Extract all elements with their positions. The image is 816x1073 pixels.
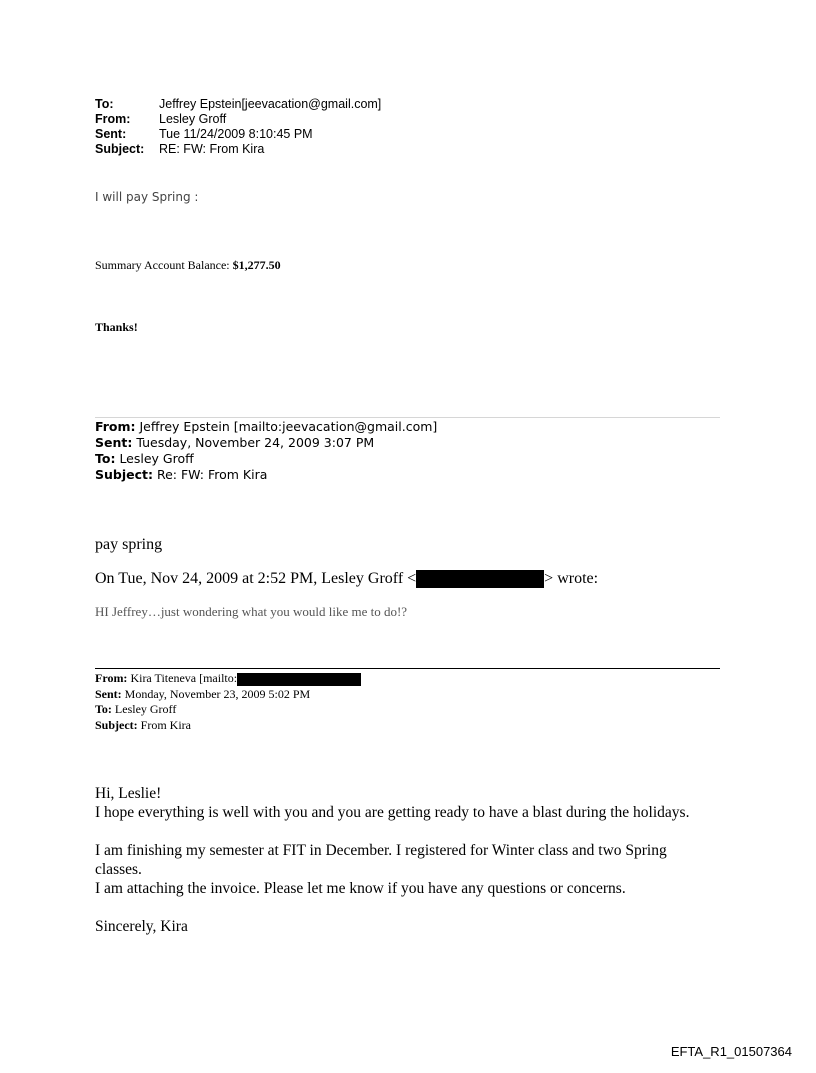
- q1-sent-label: Sent:: [95, 435, 133, 450]
- q2-para1: I hope everything is well with you and you are getting ready to have a blast during the holidays.: [95, 804, 690, 821]
- redaction-bar: [416, 570, 544, 588]
- to-label: To:: [95, 97, 114, 111]
- q1-attribution-end: > wrote:: [544, 570, 599, 587]
- q1-sent-value: Tuesday, November 24, 2009 3:07 PM: [136, 435, 375, 450]
- q2-subject-label: Subject:: [95, 717, 138, 732]
- q1-from-value: Jeffrey Epstein [mailto:jeevacation@gmail.com]: [139, 419, 438, 434]
- q1-subject-label: Subject:: [95, 467, 153, 482]
- q2-sent-value: Monday, November 23, 2009 5:02 PM: [124, 686, 311, 701]
- to-value: Jeffrey Epstein[jeevacation@gmail.com]: [159, 97, 382, 111]
- q1-quoted-line: HI Jeffrey…just wondering what you would like me to do!?: [95, 604, 408, 619]
- balance-line: [95, 258, 281, 273]
- q1-subject-value: Re: FW: From Kira: [156, 467, 268, 482]
- q2-subject-value: From Kira: [140, 717, 191, 732]
- subject-value: RE: FW: From Kira: [159, 142, 265, 156]
- balance-value: $1,277.50: [232, 258, 281, 272]
- q2-from-label: From:: [95, 671, 128, 685]
- email-header: [95, 96, 495, 160]
- q1-from-label: From:: [95, 419, 136, 434]
- q1-to-label: To:: [95, 451, 116, 466]
- balance-label: Summary Account Balance:: [95, 258, 230, 272]
- quoted-header-1: [95, 419, 437, 483]
- from-label: From:: [95, 112, 131, 126]
- q2-sent-label: Sent:: [95, 686, 122, 701]
- sent-value: Tue 11/24/2009 8:10:45 PM: [159, 127, 313, 141]
- separator-line: [95, 668, 720, 669]
- reply-line: I will pay Spring :: [95, 190, 199, 204]
- q2-para2-line2: classes.: [95, 861, 142, 878]
- bates-number: EFTA_R1_01507364: [670, 1044, 792, 1059]
- q1-to-value: Lesley Groff: [119, 451, 194, 466]
- redaction-bar: [237, 673, 361, 686]
- sent-label: Sent:: [95, 127, 127, 141]
- from-value: Lesley Groff: [159, 112, 227, 126]
- q2-para2-line1: I am finishing my semester at FIT in December. I registered for Winter class and two Spring: [95, 842, 667, 859]
- q2-from-value: Kira Titeneva [mailto:: [130, 671, 238, 685]
- q2-para3: I am attaching the invoice. Please let me know if you have any questions or concerns.: [95, 880, 626, 897]
- q1-body: pay spring: [95, 536, 163, 553]
- separator-line: [95, 417, 720, 418]
- q2-signoff: Sincerely, Kira: [95, 918, 188, 935]
- q2-greeting: Hi, Leslie!: [95, 785, 162, 802]
- subject-label: Subject:: [95, 142, 145, 156]
- q1-attribution-start: On Tue, Nov 24, 2009 at 2:52 PM, Lesley Groff <: [95, 570, 417, 587]
- q2-to-value: Lesley Groff: [114, 702, 177, 716]
- q2-to-label: To:: [95, 702, 112, 716]
- q2-body: [95, 784, 735, 936]
- quoted-header-2: [95, 671, 361, 733]
- q1-attribution: [95, 569, 598, 589]
- thanks-line: Thanks!: [95, 320, 138, 334]
